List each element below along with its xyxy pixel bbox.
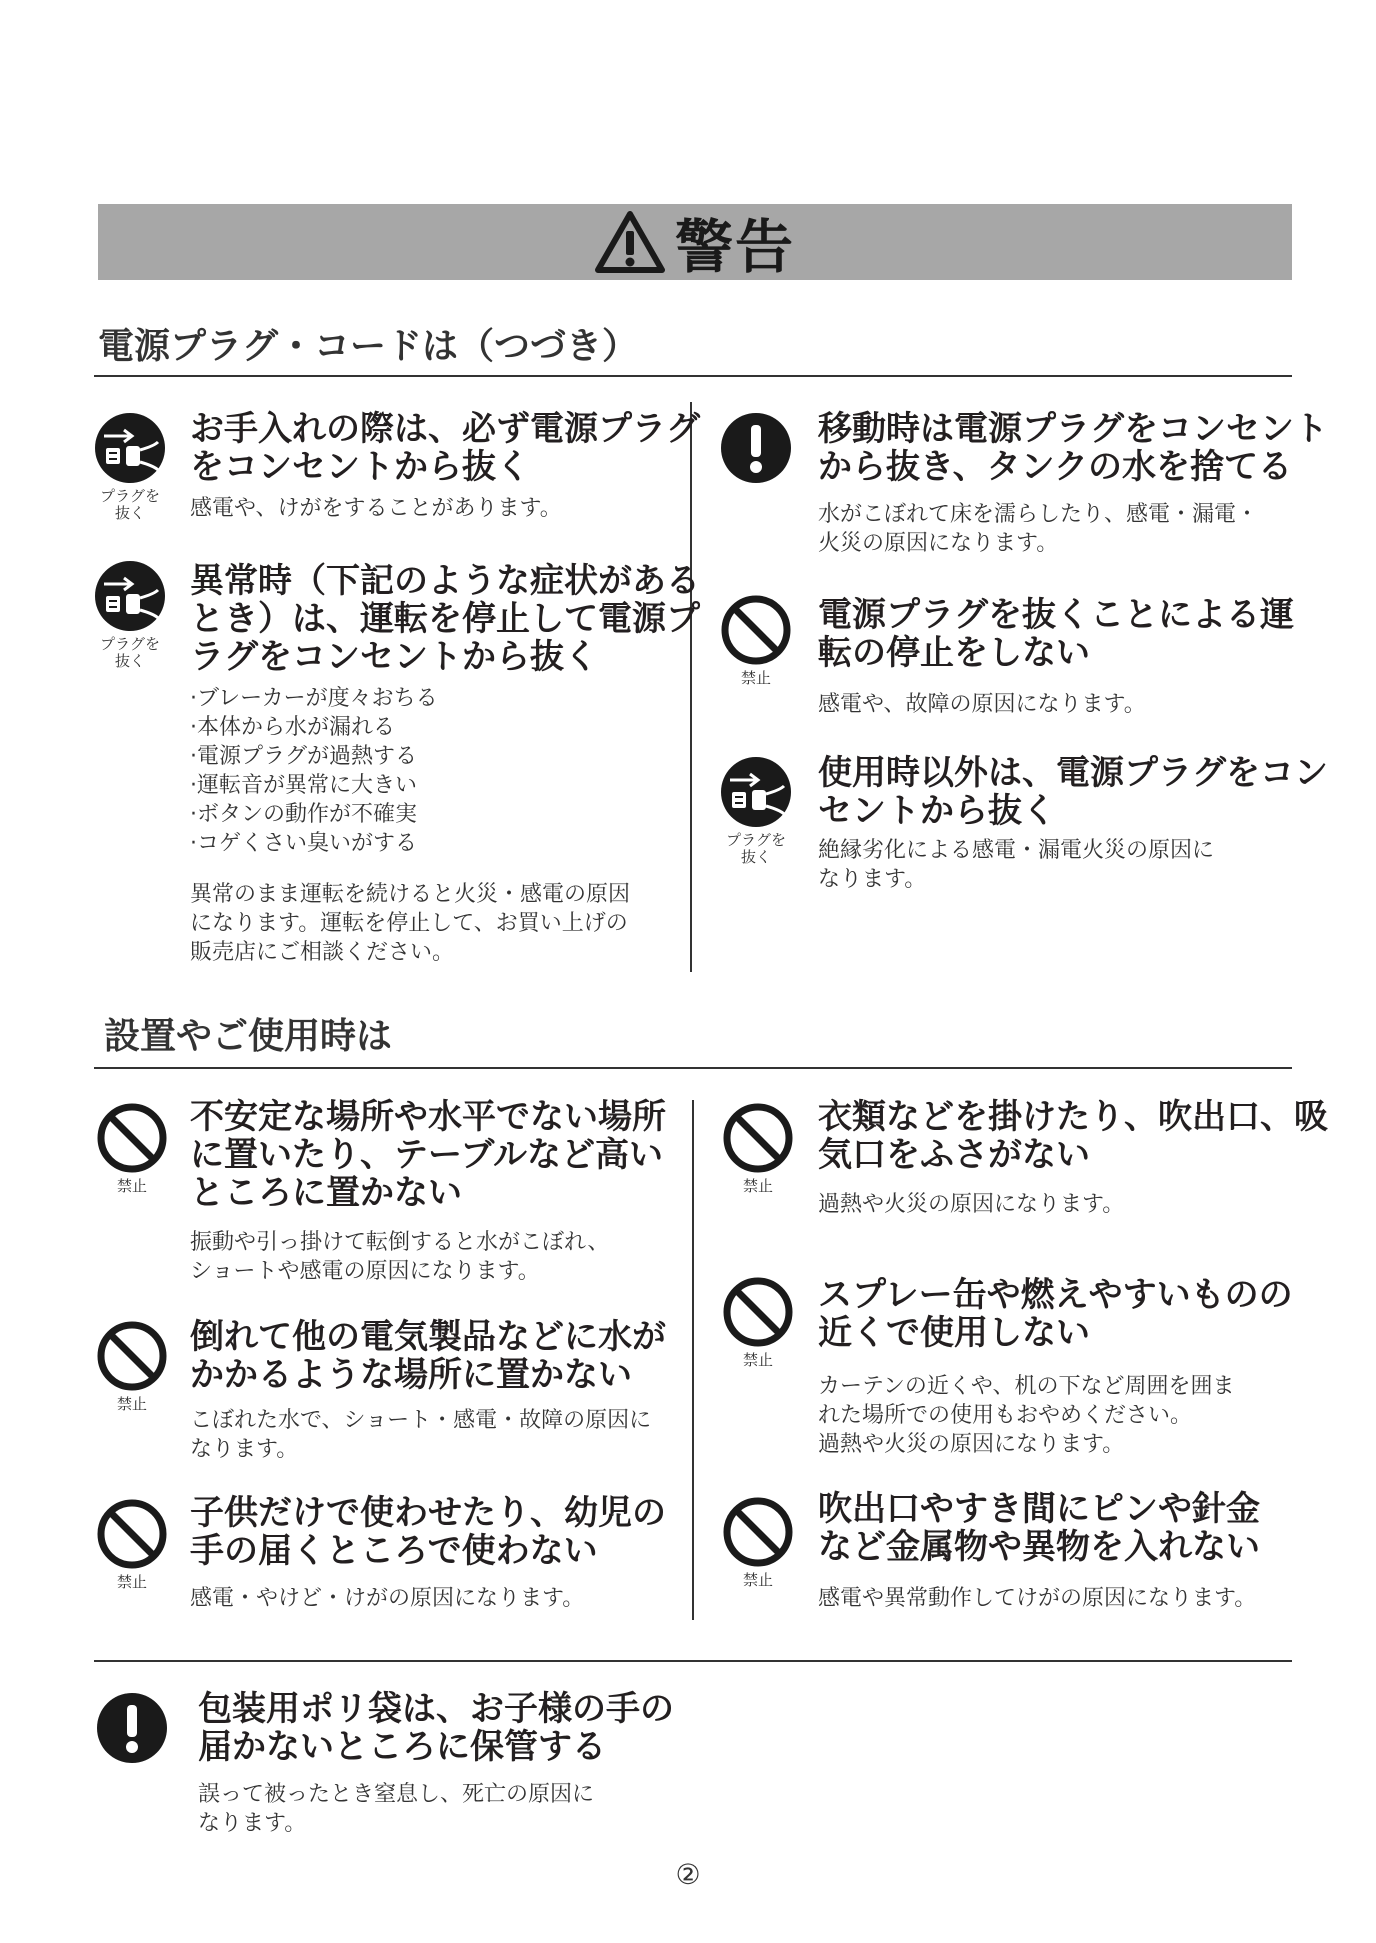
- warning-title: 異常時（下記のような症状がある とき）は、運転を停止して電源プ ラグをコンセントから抜く: [190, 561, 700, 677]
- column-divider: [690, 402, 692, 972]
- warning-title: 衣類などを掛けたり、吹出口、吸 気口をふさがない: [818, 1097, 1328, 1175]
- prohibit-icon-label: 禁止: [742, 1351, 773, 1369]
- list-item: · 電源プラグが過熱する: [190, 742, 438, 771]
- prohibit-icon-label: 禁止: [740, 669, 771, 687]
- section-divider: [94, 1660, 1292, 1662]
- prohibit-icon: [92, 1320, 172, 1413]
- warning-title: 吹出口やすき間にピンや針金 など金属物や異物を入れない: [818, 1489, 1260, 1567]
- section-title-install: 設置やご使用時は: [104, 1016, 393, 1057]
- prohibit-icon-label: 禁止: [116, 1395, 147, 1413]
- prohibit-icon-label: 禁止: [742, 1571, 773, 1589]
- unplug-icon-label: プラグを 抜く: [99, 487, 160, 522]
- warning-title: 不安定な場所や水平でない場所 に置いたり、テーブルなど高い ところに置かない: [190, 1097, 666, 1213]
- warning-title: 移動時は電源プラグをコンセント から抜き、タンクの水を捨てる: [818, 409, 1328, 487]
- warning-desc: 過熱や火災の原因になります。: [818, 1192, 1125, 1217]
- page-number: ②: [675, 1858, 701, 1891]
- warning-title: お手入れの際は、必ず電源プラグ をコンセントから抜く: [190, 409, 700, 487]
- warning-title: スプレー缶や燃えやすいものの 近くで使用しない: [818, 1275, 1293, 1353]
- prohibit-icon: [716, 594, 796, 687]
- list-item: · コゲくさい臭いがする: [190, 829, 438, 858]
- unplug-icon: [90, 560, 170, 670]
- warning-desc: 絶縁劣化による感電・漏電火災の原因に なります。: [818, 838, 1215, 892]
- column-divider: [692, 1100, 694, 1620]
- section-divider: [94, 375, 1292, 377]
- list-item: · 運転音が異常に大きい: [190, 771, 438, 800]
- list-item: · ブレーカーが度々おちる: [190, 684, 438, 713]
- warning-title: 使用時以外は、電源プラグをコン セントから抜く: [818, 753, 1328, 831]
- warning-desc: 水がこぼれて床を濡らしたり、感電・漏電・ 火災の原因になります。: [818, 502, 1259, 556]
- list-item: · ボタンの動作が不確実: [190, 800, 438, 829]
- symptom-list: [190, 684, 438, 858]
- prohibit-icon: [92, 1498, 172, 1591]
- prohibit-icon: [718, 1276, 798, 1369]
- warning-title: 子供だけで使わせたり、幼児の 手の届くところで使わない: [190, 1493, 666, 1571]
- warning-triangle-icon: [595, 211, 665, 273]
- prohibit-icon-label: 禁止: [116, 1177, 147, 1195]
- list-item: · 本体から水が漏れる: [190, 713, 438, 742]
- warning-desc: 誤って被ったとき窒息し、死亡の原因に なります。: [198, 1782, 595, 1836]
- unplug-icon: [716, 756, 796, 866]
- warning-title: 電源プラグを抜くことによる運 転の停止をしない: [818, 595, 1294, 673]
- mandatory-icon: [716, 412, 796, 484]
- warning-title: 倒れて他の電気製品などに水が かかるような場所に置かない: [190, 1317, 666, 1395]
- prohibit-icon-label: 禁止: [116, 1573, 147, 1591]
- warning-desc: 振動や引っ掛けて転倒すると水がこぼれ、 ショートや感電の原因になります。: [190, 1230, 610, 1284]
- warning-desc: 感電や異常動作してけがの原因になります。: [818, 1586, 1257, 1611]
- warning-banner: [98, 204, 1292, 280]
- unplug-icon: [90, 412, 170, 522]
- warning-title: 包装用ポリ袋は、お子様の手の 届かないところに保管する: [198, 1689, 674, 1767]
- section-title-cord: 電源プラグ・コードは（つづき）: [98, 326, 639, 367]
- mandatory-icon: [92, 1692, 172, 1764]
- warning-desc: カーテンの近くや、机の下など周囲を囲ま れた場所での使用もおやめください。 過熱や火災の原因になります。: [818, 1374, 1235, 1457]
- warning-desc: 感電や、けがをすることがあります。: [190, 496, 562, 521]
- banner-title: 警告: [674, 213, 795, 281]
- warning-desc: 異常のまま運転を続けると火災・感電の原因 になります。運転を停止して、お買い上げの 販売店にご相談ください。: [190, 882, 631, 965]
- prohibit-icon-label: 禁止: [742, 1177, 773, 1195]
- prohibit-icon: [718, 1496, 798, 1589]
- unplug-icon-label: プラグを 抜く: [725, 831, 786, 866]
- section-divider: [94, 1067, 1292, 1069]
- warning-desc: 感電や、故障の原因になります。: [818, 692, 1146, 717]
- prohibit-icon: [92, 1102, 172, 1195]
- unplug-icon-label: プラグを 抜く: [99, 635, 160, 670]
- prohibit-icon: [718, 1102, 798, 1195]
- warning-desc: こぼれた水で、ショート・感電・故障の原因に なります。: [190, 1408, 652, 1462]
- warning-desc: 感電・やけど・けがの原因になります。: [190, 1586, 585, 1611]
